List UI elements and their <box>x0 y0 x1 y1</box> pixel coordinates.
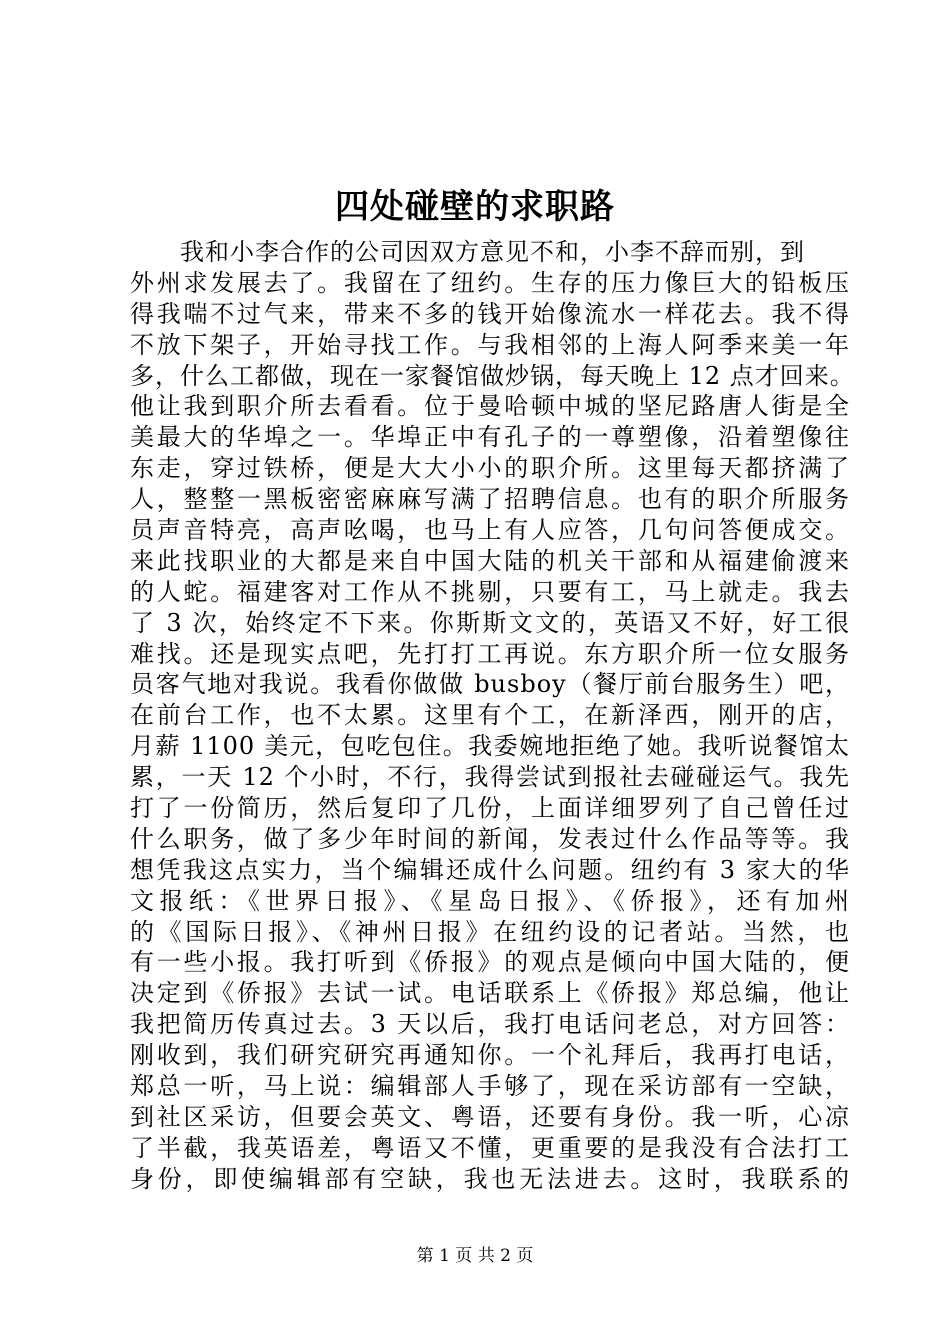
body-line: 郑总一听，马上说：编辑部人手够了，现在采访部有一空缺， <box>130 1072 850 1101</box>
body-line: 得我喘不过气来，带来不多的钱开始像流水一样花去。我不得 <box>130 299 850 328</box>
body-line: 身份，即使编辑部有空缺，我也无法进去。这时，我联系的 <box>130 1164 850 1193</box>
body-line: 了半截，我英语差，粤语又不懂，更重要的是我没有合法打工 <box>130 1133 850 1162</box>
body-line: 累，一天 12 个小时，不行，我得尝试到报社去碰碰运气。我先 <box>130 763 850 792</box>
page-footer: 第 1 页 共 2 页 <box>416 1246 534 1266</box>
body-line: 的人蛇。福建客对工作从不挑剔，只要有工，马上就走。我去 <box>130 577 850 606</box>
body-line: 文报纸：《世界日报》、《星岛日报》、《侨报》，还有加州 <box>130 886 850 915</box>
body-line: 的《国际日报》、《神州日报》在纽约设的记者站。当然，也 <box>130 917 850 946</box>
body-line: 月薪 1100 美元，包吃包住。我委婉地拒绝了她。我听说餐馆太 <box>130 732 850 761</box>
body-line: 来此找职业的大都是来自中国大陆的机关干部和从福建偷渡来 <box>130 546 850 575</box>
body-line: 他让我到职介所去看看。位于曼哈顿中城的坚尼路唐人街是全 <box>130 392 850 421</box>
body-line: 我和小李合作的公司因双方意见不和，小李不辞而别，到 <box>130 238 805 266</box>
body-line: 什么职务，做了多少年时间的新闻，发表过什么作品等等。我 <box>130 824 850 853</box>
body-line: 决定到《侨报》去试一试。电话联系上《侨报》郑总编，他让 <box>130 979 850 1008</box>
body-line: 了 3 次，始终定不下来。你斯斯文文的，英语又不好，好工很 <box>130 608 850 637</box>
body-line: 在前台工作，也不太累。这里有个工，在新泽西，刚开的店， <box>130 701 850 730</box>
body-line: 我把简历传真过去。3 天以后，我打电话问老总，对方回答： <box>130 1010 850 1039</box>
body-line: 员声音特亮，高声吆喝，也马上有人应答，几句问答便成交。 <box>130 516 850 545</box>
body-line: 人，整整一黑板密密麻麻写满了招聘信息。也有的职介所服务 <box>130 485 850 514</box>
body-line: 难找。还是现实点吧，先打打工再说。东方职介所一位女服务 <box>130 639 850 668</box>
body-line: 想凭我这点实力，当个编辑还成什么问题。纽约有 3 家大的华 <box>130 855 850 884</box>
body-line: 不放下架子，开始寻找工作。与我相邻的上海人阿季来美一年 <box>130 330 850 359</box>
body-line: 东走，穿过铁桥，便是大大小小的职介所。这里每天都挤满了 <box>130 454 850 483</box>
body-line: 刚收到，我们研究研究再通知你。一个礼拜后，我再打电话， <box>130 1041 850 1070</box>
body-line: 美最大的华埠之一。华埠正中有孔子的一尊塑像，沿着塑像往 <box>130 423 850 452</box>
document-body <box>130 237 855 1195</box>
body-line: 到社区采访，但要会英文、粤语，还要有身份。我一听，心凉 <box>130 1102 850 1131</box>
body-line: 员客气地对我说。我看你做做 busboy（餐厅前台服务生）吧， <box>130 670 850 699</box>
body-line: 有一些小报。我打听到《侨报》的观点是倾向中国大陆的，便 <box>130 948 850 977</box>
body-line: 打了一份简历，然后复印了几份，上面详细罗列了自己曾任过 <box>130 794 850 823</box>
document-title: 四处碰壁的求职路 <box>335 187 615 227</box>
body-line: 多，什么工都做，现在一家餐馆做炒锅，每天晚上 12 点才回来。 <box>130 361 855 390</box>
body-line: 外州求发展去了。我留在了纽约。生存的压力像巨大的铅板压 <box>130 268 850 297</box>
